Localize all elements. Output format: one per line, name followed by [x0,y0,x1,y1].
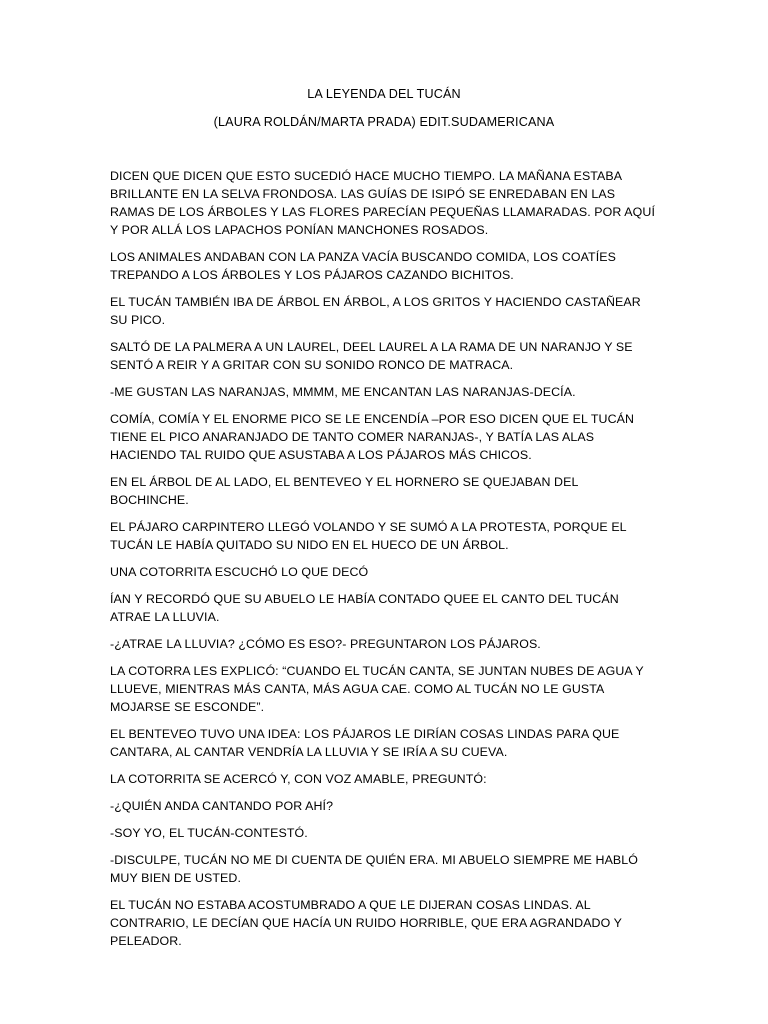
paragraph: LOS ANIMALES ANDABAN CON LA PANZA VACÍA BUSCANDO COMIDA, LOS COATÍES TREPANDO A LOS ÁRBOLES Y LOS PÁJAROS CAZANDO BICHITOS. [110,250,616,282]
document-body [110,167,658,959]
paragraph: DICEN QUE DICEN QUE ESTO SUCEDIÓ HACE MUCHO TIEMPO. LA MAÑANA ESTABA BRILLANTE EN LA SELVA FRONDOSA. LAS GUÍAS DE ISIPÓ SE ENREDABAN EN LAS RAMAS DE LOS ÁRBOLES Y LAS FLORES PARECÍAN PEQUEÑAS LLAMARADAS. POR AQUÍ Y POR ALLÁ LOS LAPACHOS PONÍAN MANCHONES ROSADOS. [110,169,655,237]
paragraph: -SOY YO, EL TUCÁN-CONTESTÓ. [110,826,308,840]
paragraph: EL TUCÁN TAMBIÉN IBA DE ÁRBOL EN ÁRBOL, A LOS GRITOS Y HACIENDO CASTAÑEAR SU PICO. [110,295,641,327]
paragraph: LA COTORRITA SE ACERCÓ Y, CON VOZ AMABLE, PREGUNTÓ: [110,772,487,786]
paragraph: -¿QUIÉN ANDA CANTANDO POR AHÍ? [110,799,334,813]
paragraph: EN EL ÁRBOL DE AL LADO, EL BENTEVEO Y EL HORNERO SE QUEJABAN DEL BOCHINCHE. [110,475,578,507]
paragraph: LA COTORRA LES EXPLICÓ: “CUANDO EL TUCÁN CANTA, SE JUNTAN NUBES DE AGUA Y LLUEVE, MIENTRAS MÁS CANTA, MÁS AGUA CAE. COMO AL TUCÁN NO LE GUSTA MOJARSE SE ESCONDE”. [110,664,644,714]
paragraph: -DISCULPE, TUCÁN NO ME DI CUENTA DE QUIÉN ERA. MI ABUELO SIEMPRE ME HABLÓ MUY BIEN DE USTED. [110,853,639,885]
paragraph: COMÍA, COMÍA Y EL ENORME PICO SE LE ENCENDÍA –POR ESO DICEN QUE EL TUCÁN TIENE EL PICO ANARANJADO DE TANTO COMER NARANJAS-, Y BATÍA LAS ALAS HACIENDO TAL RUIDO QUE ASUSTABA A LOS PÁJAROS MÁS CHICOS. [110,412,635,462]
paragraph: EL TUCÁN NO ESTABA ACOSTUMBRADO A QUE LE DIJERAN COSAS LINDAS. AL CONTRARIO, LE DECÍAN QUE HACÍA UN RUIDO HORRIBLE, QUE ERA AGRANDADO Y PELEADOR. [110,898,622,948]
paragraph: UNA COTORRITA ESCUCHÓ LO QUE DECÓ [110,565,369,579]
document-title: LA LEYENDA DEL TUCÁN [307,87,461,101]
paragraph: SALTÓ DE LA PALMERA A UN LAUREL, DEEL LAUREL A LA RAMA DE UN NARANJO Y SE SENTÓ A REIR Y A GRITAR CON SU SONIDO RONCO DE MATRACA. [110,340,633,372]
document-subtitle: (LAURA ROLDÁN/MARTA PRADA) EDIT.SUDAMERICANA [213,115,555,129]
paragraph: -¿ATRAE LA LLUVIA? ¿CÓMO ES ESO?- PREGUNTARON LOS PÁJAROS. [110,637,541,651]
paragraph: ÍAN Y RECORDÓ QUE SU ABUELO LE HABÍA CONTADO QUEE EL CANTO DEL TUCÁN ATRAE LA LLUVIA. [110,592,619,624]
paragraph: EL PÁJARO CARPINTERO LLEGÓ VOLANDO Y SE SUMÓ A LA PROTESTA, PORQUE EL TUCÁN LE HABÍA QUITADO SU NIDO EN EL HUECO DE UN ÁRBOL. [110,520,627,552]
paragraph: -ME GUSTAN LAS NARANJAS, MMMM, ME ENCANTAN LAS NARANJAS-DECÍA. [110,385,576,399]
paragraph: EL BENTEVEO TUVO UNA IDEA: LOS PÁJAROS LE DIRÍAN COSAS LINDAS PARA QUE CANTARA, AL CANTAR VENDRÍA LA LLUVIA Y SE IRÍA A SU CUEVA. [110,727,620,759]
